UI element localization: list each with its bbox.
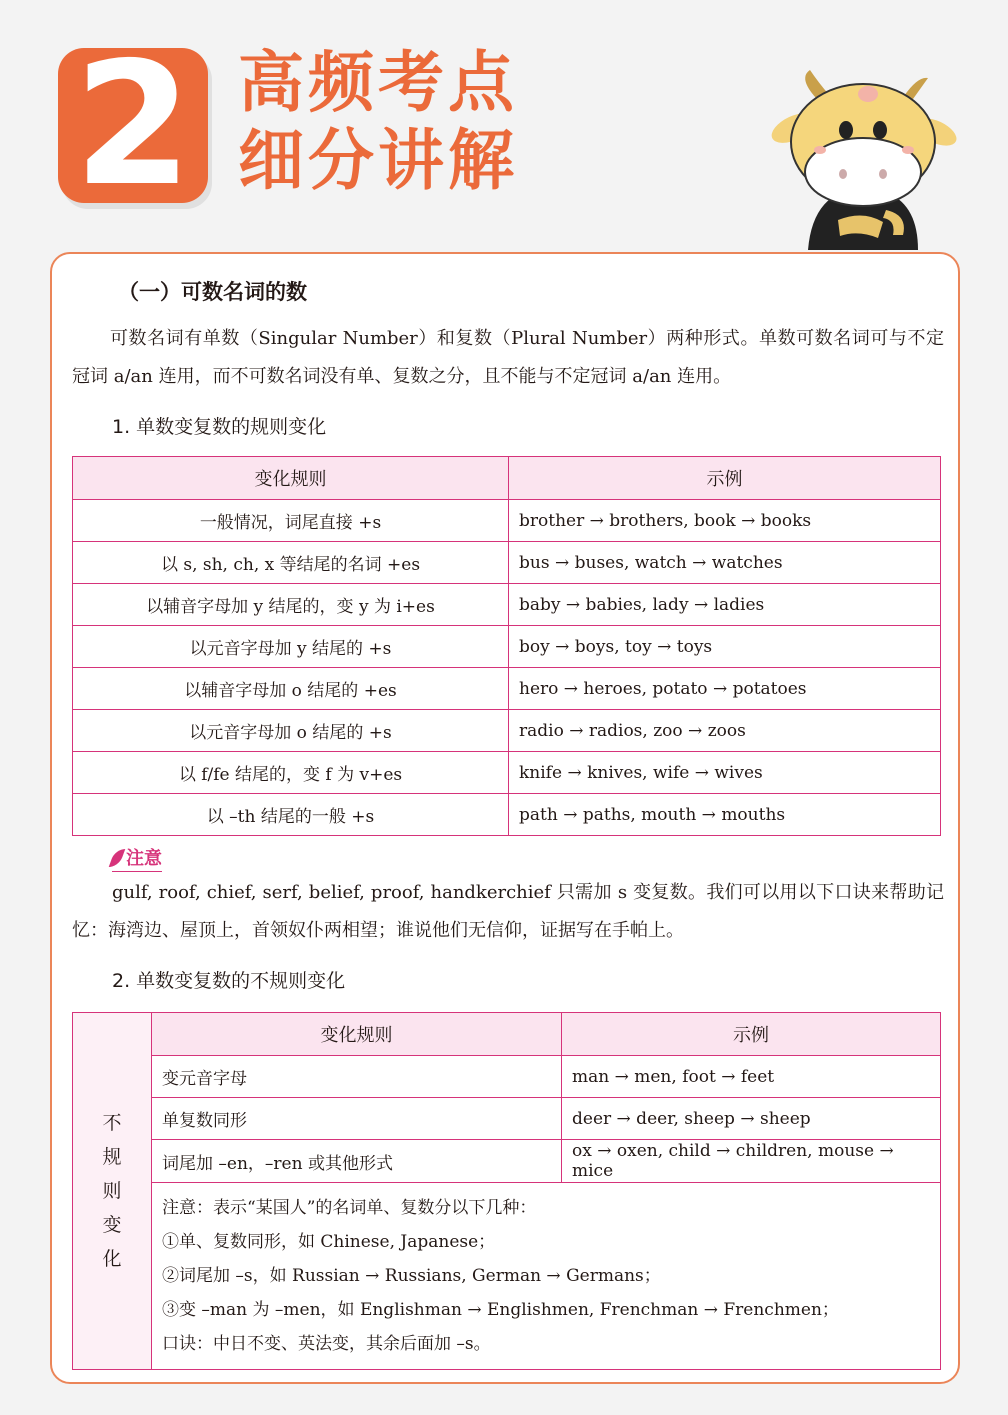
side-char: 则 [102, 1180, 122, 1202]
note-line: ①单、复数同形，如 Chinese, Japanese； [162, 1232, 496, 1252]
rule-cell: 以辅音字母加 y 结尾的，变 y 为 i+es [73, 584, 509, 626]
example-cell: knife → knives, wife → wives [509, 752, 941, 794]
header-example: 示例 [509, 457, 941, 500]
table-row [73, 500, 941, 542]
note-line: 口诀：中日不变、英法变，其余后面加 –s。 [162, 1334, 491, 1354]
rule-cell: 以 f/fe 结尾的，变 f 为 v+es [73, 752, 509, 794]
irregular-rules-table [72, 1012, 941, 1370]
regular-rules-table [72, 456, 941, 836]
table-row [73, 668, 941, 710]
side-char: 化 [102, 1248, 122, 1270]
table-row [73, 626, 941, 668]
rule-cell: 单复数同形 [152, 1098, 562, 1140]
example-cell: man → men, foot → feet [562, 1056, 941, 1098]
table-row [73, 1183, 941, 1370]
example-cell: baby → babies, lady → ladies [509, 584, 941, 626]
regular-rules-title: 1. 单数变复数的规则变化 [112, 416, 327, 438]
side-char: 规 [102, 1146, 122, 1168]
header-rule: 变化规则 [73, 457, 509, 500]
note-label-text: 注意 [126, 848, 162, 869]
example-cell: bus → buses, watch → watches [509, 542, 941, 584]
table-row [73, 542, 941, 584]
cow-mascot-icon [768, 70, 958, 255]
header-rule: 变化规则 [152, 1013, 562, 1056]
content-card [50, 252, 960, 1384]
page-headline [238, 44, 518, 200]
note-line: ②词尾加 –s，如 Russian → Russians, German → Germans； [162, 1266, 661, 1286]
chapter-number: 2 [73, 26, 193, 224]
example-cell: radio → radios, zoo → zoos [509, 710, 941, 752]
section-title: （一）可数名词的数 [118, 279, 307, 304]
rule-cell: 以辅音字母加 o 结尾的 +es [73, 668, 509, 710]
headline-line-2: 细分讲解 [238, 122, 518, 199]
table-row [73, 1098, 941, 1140]
table-header-row [73, 1013, 941, 1056]
table-row [73, 584, 941, 626]
nationality-notes [152, 1183, 941, 1370]
example-cell: boy → boys, toy → toys [509, 626, 941, 668]
rule-cell: 以 –th 结尾的一般 +s [73, 794, 509, 836]
example-cell: hero → heroes, potato → potatoes [509, 668, 941, 710]
table-row [73, 752, 941, 794]
note-label [112, 844, 162, 872]
example-cell: ox → oxen, child → children, mouse → mice [562, 1140, 941, 1183]
intro-paragraph: 可数名词有单数（Singular Number）和复数（Plural Number）两种形式。单数可数名词可与不定冠词 a/an 连用，而不可数名词没有单、复数之分，且不能与不定冠词 a/an 连用。 [72, 328, 944, 387]
example-cell: path → paths, mouth → mouths [509, 794, 941, 836]
rule-cell: 一般情况，词尾直接 +s [73, 500, 509, 542]
header-example: 示例 [562, 1013, 941, 1056]
table-row [73, 1056, 941, 1098]
table-row [73, 1140, 941, 1183]
headline-line-1: 高频考点 [238, 44, 518, 121]
example-cell: brother → brothers, book → books [509, 500, 941, 542]
rule-cell: 词尾加 –en，–ren 或其他形式 [152, 1140, 562, 1183]
rule-cell: 变元音字母 [152, 1056, 562, 1098]
irregular-rules-title: 2. 单数变复数的不规则变化 [112, 970, 346, 992]
rule-cell: 以 s, sh, ch, x 等结尾的名词 +es [73, 542, 509, 584]
table-row [73, 710, 941, 752]
side-char: 变 [102, 1214, 122, 1236]
table-header-row [73, 457, 941, 500]
note-line: ③变 –man 为 –men，如 Englishman → Englishmen, Frenchman → Frenchmen； [162, 1300, 839, 1320]
side-label [73, 1013, 152, 1370]
table-row [73, 794, 941, 836]
pen-icon [109, 849, 126, 867]
chapter-badge [58, 26, 208, 224]
example-cell: deer → deer, sheep → sheep [562, 1098, 941, 1140]
side-char: 不 [102, 1112, 122, 1134]
rule-cell: 以元音字母加 y 结尾的 +s [73, 626, 509, 668]
note-line: 注意：表示“某国人”的名词单、复数分以下几种： [162, 1198, 537, 1218]
note-paragraph: gulf, roof, chief, serf, belief, proof, handkerchief 只需加 s 变复数。我们可以用以下口诀来帮助记忆：海湾边、屋顶上，首领奴仆两相望；谁说他们无信仰，证据写在手帕上。 [72, 882, 944, 941]
rule-cell: 以元音字母加 o 结尾的 +s [73, 710, 509, 752]
